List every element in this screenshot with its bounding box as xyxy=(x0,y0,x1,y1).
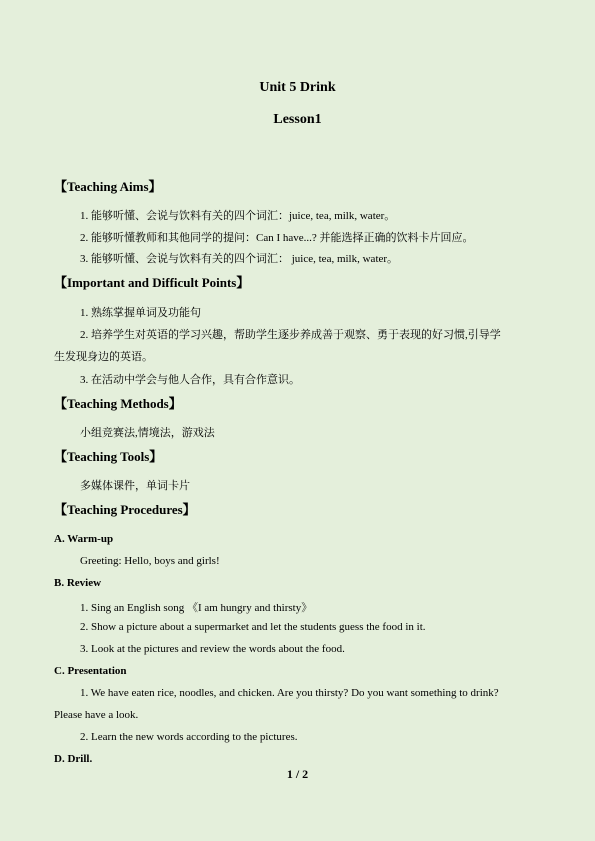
warmup-label: A. Warm-up xyxy=(54,533,114,545)
aims-item-1: 1. 能够听懂、会说与饮料有关的四个词汇：juice, tea, milk, water。 xyxy=(80,210,396,222)
lesson-title: Lesson1 xyxy=(273,112,322,127)
presentation-line-1: 1. We have eaten rice, noodles, and chicken. Are you thirsty? Do you want something to drink? xyxy=(80,687,499,699)
section-heading-procedures: 【Teaching Procedures】 xyxy=(54,502,196,517)
section-heading-tools: 【Teaching Tools】 xyxy=(54,449,163,464)
presentation-label: C. Presentation xyxy=(54,665,127,677)
presentation-line-2: 2. Learn the new words according to the pictures. xyxy=(80,731,298,743)
aims-item-2: 2. 能够听懂教师和其他同学的提问：Can I have...? 并能选择正确的饮料卡片回应。 xyxy=(80,232,474,244)
section-heading-points: 【Important and Difficult Points】 xyxy=(54,275,250,290)
drill-label: D. Drill. xyxy=(54,753,93,765)
review-line-2: 2. Show a picture about a supermarket and let the students guess the food in it. xyxy=(80,621,426,633)
tools-text: 多媒体课件，单词卡片 xyxy=(80,480,190,492)
methods-text: 小组竞赛法,情境法，游戏法 xyxy=(80,427,215,439)
section-heading-methods: 【Teaching Methods】 xyxy=(54,396,182,411)
points-item-2-cont: 生发现身边的英语。 xyxy=(54,351,153,363)
warmup-line-1: Greeting: Hello, boys and girls! xyxy=(80,555,220,567)
points-item-1: 1. 熟练掌握单词及功能句 xyxy=(80,307,201,319)
points-item-3: 3. 在活动中学会与他人合作，具有合作意识。 xyxy=(80,374,300,386)
page-number: 1 / 2 xyxy=(286,767,309,781)
presentation-line-1-cont: Please have a look. xyxy=(54,709,139,721)
points-item-2: 2. 培养学生对英语的学习兴趣，帮助学生逐步养成善于观察、勇于表现的好习惯,引导学 xyxy=(80,329,501,341)
document-title: Unit 5 Drink xyxy=(259,80,336,95)
section-heading-aims: 【Teaching Aims】 xyxy=(54,179,162,194)
aims-item-3: 3. 能够听懂、会说与饮料有关的四个词汇： juice, tea, milk, water。 xyxy=(80,253,399,265)
review-label: B. Review xyxy=(54,577,102,589)
review-line-1: 1. Sing an English song 《I am hungry and thirsty》 xyxy=(80,602,313,614)
review-line-3: 3. Look at the pictures and review the words about the food. xyxy=(80,643,345,655)
